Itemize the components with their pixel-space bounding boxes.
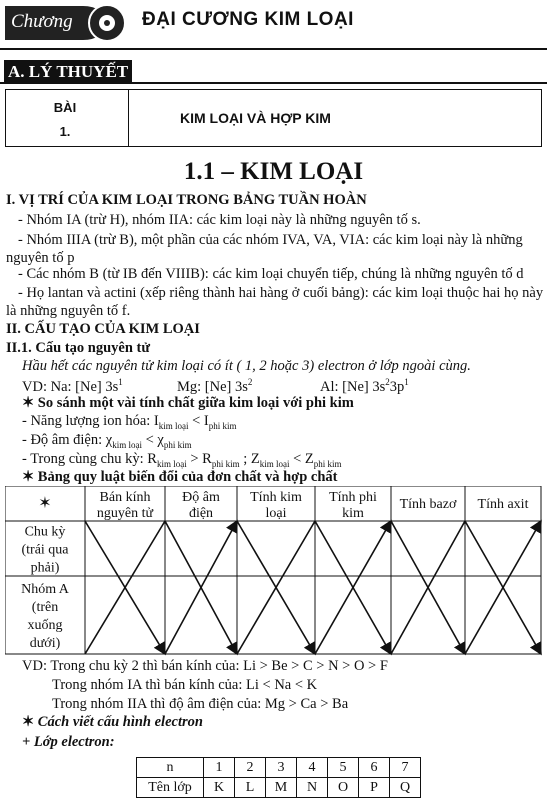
star-icon: ✶ [22, 395, 35, 411]
config-heading: ✶ Cách viết cấu hình electron [22, 714, 203, 730]
s1-bullet-3: - Các nhóm B (từ IB đến VIIIB): các kim loại chuyển tiếp, chúng là những nguyên tố d [18, 266, 524, 282]
trend-column-header: điện [188, 506, 214, 521]
section-1-heading: I. VỊ TRÍ CỦA KIM LOẠI TRONG BẢNG TUẦN HOÀN [6, 192, 367, 208]
s1-bullet-4b: là những nguyên tố f. [6, 303, 131, 319]
trend-row-header: (trái qua [21, 542, 69, 558]
example-na: VD: Na: [Ne] $3s^1$ [22, 377, 123, 395]
compare-electronegativity: - Độ âm điện: $\chi_{kim loại} < \chi_{phi kim}$ [22, 432, 192, 450]
layer-cell: M [266, 778, 297, 798]
star-icon: ✶ [22, 469, 35, 485]
s1-bullet-2a: - Nhóm IIIA (trừ B), một phần của các nhóm IVA, VA, VIA: các kim loại này là những [18, 232, 523, 248]
trend-column-header: Độ âm [182, 490, 220, 505]
example-group-iia: Trong nhóm IIA thì độ âm điện của: Mg > Ca > Ba [52, 696, 349, 712]
chapter-word: Chương [11, 11, 73, 32]
trend-column-header: Bán kính [99, 490, 151, 505]
compare-period: - Trong cùng chu kỳ: $R_{kim loại} > R_{phi kim}$ ; $Z_{kim loại} < Z_{phi kim}$ [22, 451, 342, 469]
s1-bullet-1: - Nhóm IA (trừ H), nhóm IIA: các kim loại này là những nguyên tố s. [18, 212, 421, 228]
layer-table [136, 757, 421, 798]
layer-cell: 1 [204, 758, 235, 778]
example-mg: Mg: [Ne] $3s^2$ [177, 377, 253, 395]
trend-row-header: Chu kỳ [24, 524, 66, 540]
trend-row-header: Nhóm A [21, 582, 69, 597]
compare-ionization: - Năng lượng ion hóa: $I_{kim loại} < I_{phi kim}$ [22, 413, 237, 431]
trend-column-header: nguyên tử [96, 506, 154, 521]
trend-column-header: Tính kim [250, 490, 302, 505]
layer-cell: 5 [328, 758, 359, 778]
compare-heading: ✶ So sánh một vài tính chất giữa kim loại với phi kim [22, 395, 354, 411]
layer-cell: Q [390, 778, 421, 798]
chapter-badge [3, 2, 125, 44]
lesson-label [40, 96, 90, 144]
section-2-1-heading: II.1. Cấu tạo nguyên tử [6, 340, 151, 356]
section-divider [0, 82, 547, 84]
layer-table-row-n [137, 758, 421, 778]
s1-bullet-4a: - Họ lantan và actini (xếp riêng thành hai hàng ở cuối bảng): các kim loại thuộc hai họ này [18, 285, 544, 301]
layer-cell: 2 [235, 758, 266, 778]
trend-corner-star-icon: ✶ [38, 495, 52, 512]
trend-row-header: xuống [27, 618, 63, 633]
main-heading: 1.1 – KIM LOẠI [183, 158, 364, 185]
trend-column-header: Tính axit [477, 497, 529, 512]
layer-cell: O [328, 778, 359, 798]
layer-cell: K [204, 778, 235, 798]
example-period-2: VD: Trong chu kỳ 2 thì bán kính của: Li > Be > C > N > O > F [22, 658, 388, 674]
trend-row-header: phải) [30, 560, 60, 576]
layer-cell: n [137, 758, 204, 778]
chapter-title: ĐẠI CƯƠNG KIM LOẠI [142, 9, 354, 30]
trend-row-header: (trên [31, 600, 59, 615]
trend-column-header: Tính phi [329, 490, 377, 505]
trend-column-header: kim [342, 506, 364, 521]
lesson-label-number: 1. [59, 124, 71, 139]
lesson-box-divider [128, 89, 129, 147]
section-a-label: A. LÝ THUYẾT [4, 60, 132, 84]
s2-1-text: Hầu hết các nguyên tử kim loại có ít ( 1, 2 hoặc 3) electron ở lớp ngoài cùng. [22, 358, 471, 374]
layer-table-row-name [137, 778, 421, 798]
lesson-title: KIM LOẠI VÀ HỢP KIM [180, 110, 331, 126]
layer-heading: + Lớp electron: [22, 734, 115, 750]
layer-cell: 3 [266, 758, 297, 778]
layer-cell: Tên lớp [137, 778, 204, 798]
star-icon: ✶ [22, 714, 35, 730]
trend-column-header: Tính bazơ [399, 497, 457, 512]
example-al: Al: [Ne] $3s^23p^1$ [320, 377, 409, 395]
layer-cell: 6 [359, 758, 390, 778]
layer-cell: P [359, 778, 390, 798]
layer-cell: 7 [390, 758, 421, 778]
layer-cell: 4 [297, 758, 328, 778]
trend-column-header: loại [265, 506, 287, 521]
lesson-label-word: BÀI [53, 100, 77, 115]
layer-cell: L [235, 778, 266, 798]
s1-bullet-2b: nguyên tố p [6, 250, 75, 266]
layer-cell: N [297, 778, 328, 798]
trend-table [5, 486, 542, 656]
header-rule [0, 48, 547, 50]
section-2-heading: II. CẤU TẠO CỦA KIM LOẠI [6, 321, 200, 337]
example-group-ia: Trong nhóm IA thì bán kính của: Li < Na < K [52, 677, 318, 693]
trend-heading: ✶ Bảng quy luật biến đổi của đơn chất và hợp chất [22, 469, 338, 485]
trend-row-header: dưới) [29, 636, 61, 651]
